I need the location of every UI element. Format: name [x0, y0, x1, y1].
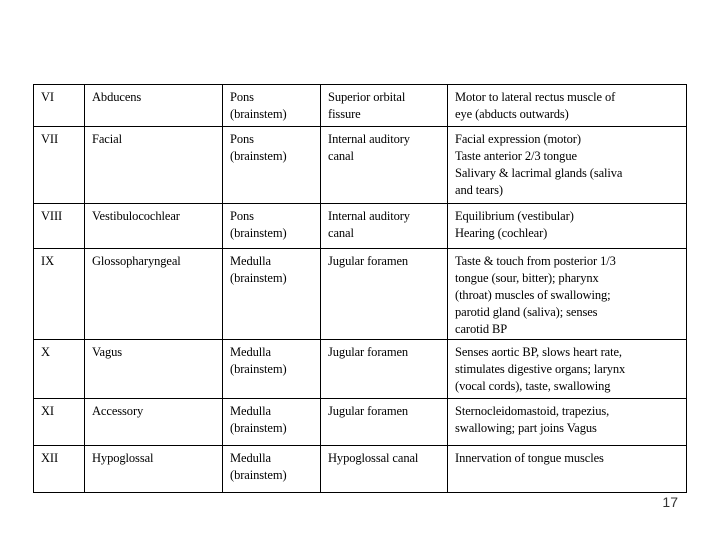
nerve-name: Glossopharyngeal	[85, 249, 223, 340]
nerve-origin: Medulla (brainstem)	[223, 340, 321, 399]
nerve-origin: Pons (brainstem)	[223, 204, 321, 249]
nerve-origin: Pons (brainstem)	[223, 85, 321, 127]
nerve-function: Senses aortic BP, slows heart rate, stimulates digestive organs; larynx (vocal cords), taste, swallowing	[448, 340, 687, 399]
nerve-function: Taste & touch from posterior 1/3 tongue (sour, bitter); pharynx (throat) muscles of swallowing; parotid gland (saliva); senses carotid BP	[448, 249, 687, 340]
table-row	[34, 204, 687, 249]
nerve-exit: Jugular foramen	[321, 399, 448, 446]
nerve-function: Motor to lateral rectus muscle of eye (abducts outwards)	[448, 85, 687, 127]
nerve-function: Equilibrium (vestibular) Hearing (cochlear)	[448, 204, 687, 249]
table-row	[34, 340, 687, 399]
nerve-exit: Jugular foramen	[321, 340, 448, 399]
nerve-name: Vagus	[85, 340, 223, 399]
table-row	[34, 249, 687, 340]
nerve-exit: Internal auditory canal	[321, 204, 448, 249]
nerve-number: IX	[34, 249, 85, 340]
nerve-origin: Medulla (brainstem)	[223, 446, 321, 493]
nerve-function: Sternocleidomastoid, trapezius, swallowing; part joins Vagus	[448, 399, 687, 446]
nerve-name: Abducens	[85, 85, 223, 127]
cranial-nerves-table	[33, 84, 687, 493]
nerve-name: Hypoglossal	[85, 446, 223, 493]
page-number: 17	[662, 494, 678, 510]
nerve-origin: Pons (brainstem)	[223, 127, 321, 204]
nerve-name: Accessory	[85, 399, 223, 446]
table-row	[34, 127, 687, 204]
nerve-function: Innervation of tongue muscles	[448, 446, 687, 493]
nerve-number: X	[34, 340, 85, 399]
table-row	[34, 85, 687, 127]
nerve-origin: Medulla (brainstem)	[223, 399, 321, 446]
nerve-exit: Internal auditory canal	[321, 127, 448, 204]
nerve-number: VIII	[34, 204, 85, 249]
nerve-name: Vestibulocochlear	[85, 204, 223, 249]
table-row	[34, 446, 687, 493]
nerve-number: XI	[34, 399, 85, 446]
nerve-exit: Jugular foramen	[321, 249, 448, 340]
nerve-number: VII	[34, 127, 85, 204]
nerve-function: Facial expression (motor) Taste anterior 2/3 tongue Salivary & lacrimal glands (saliva and tears)	[448, 127, 687, 204]
nerve-name: Facial	[85, 127, 223, 204]
nerve-origin: Medulla (brainstem)	[223, 249, 321, 340]
table-row	[34, 399, 687, 446]
nerve-exit: Superior orbital fissure	[321, 85, 448, 127]
nerve-number: XII	[34, 446, 85, 493]
nerve-exit: Hypoglossal canal	[321, 446, 448, 493]
nerve-number: VI	[34, 85, 85, 127]
